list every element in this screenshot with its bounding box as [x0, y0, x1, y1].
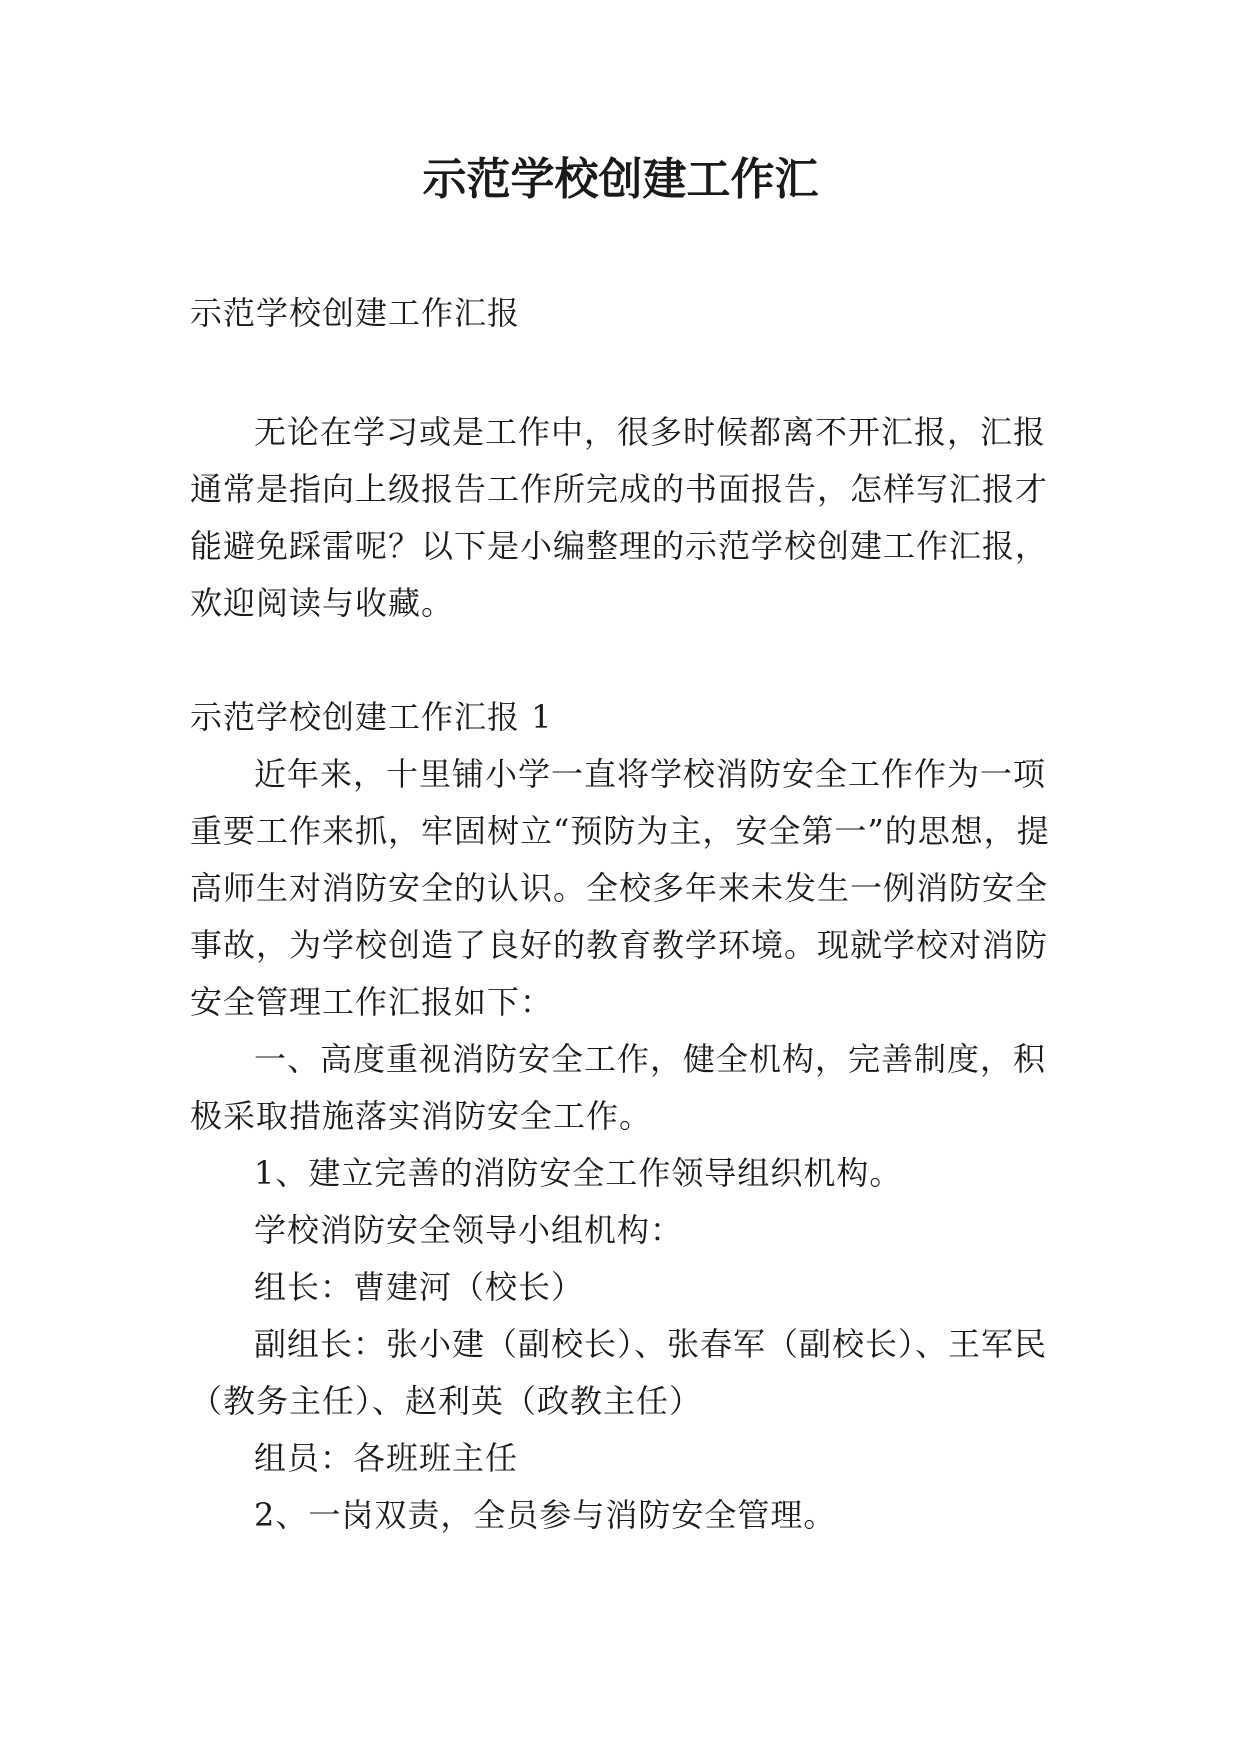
body-paragraph: 2、一岗双责，全员参与消防安全管理。	[254, 1496, 837, 1534]
body-paragraph: 组员：各班班主任	[254, 1439, 519, 1477]
document-body	[190, 285, 1058, 1544]
body-paragraph: 近年来，十里铺小学一直将学校消防安全工作作为一项重要工作来抓，牢固树立“预防为主，安全第一”的思想，提高师生对消防安全的认识。全校多年来未发生一例消防安全事故，为学校创造了良好的教育教学环境。现就学校对消防安全管理工作汇报如下：	[190, 755, 1050, 1021]
body-paragraph: 一、高度重视消防安全工作，健全机构，完善制度，积极采取措施落实消防安全工作。	[190, 1040, 1047, 1135]
intro-paragraph: 无论在学习或是工作中，很多时候都离不开汇报，汇报通常是指向上级报告工作所完成的书面报告，怎样写汇报才能避免踩雷呢？以下是小编整理的示范学校创建工作汇报，欢迎阅读与收藏。	[190, 413, 1049, 622]
section-heading: 示范学校创建工作汇报 1	[190, 698, 553, 736]
body-paragraph: 组长：曹建河（校长）	[254, 1268, 585, 1306]
body-paragraph: 学校消防安全领导小组机构：	[254, 1211, 684, 1249]
body-paragraph: 1、建立完善的消防安全工作领导组织机构。	[254, 1154, 903, 1192]
document-subtitle: 示范学校创建工作汇报	[190, 294, 521, 332]
document-title: 示范学校创建工作汇	[422, 154, 819, 205]
body-paragraph: 副组长：张小建（副校长）、张春军（副校长）、王军民（教务主任）、赵利英（政教主任）	[190, 1325, 1048, 1420]
